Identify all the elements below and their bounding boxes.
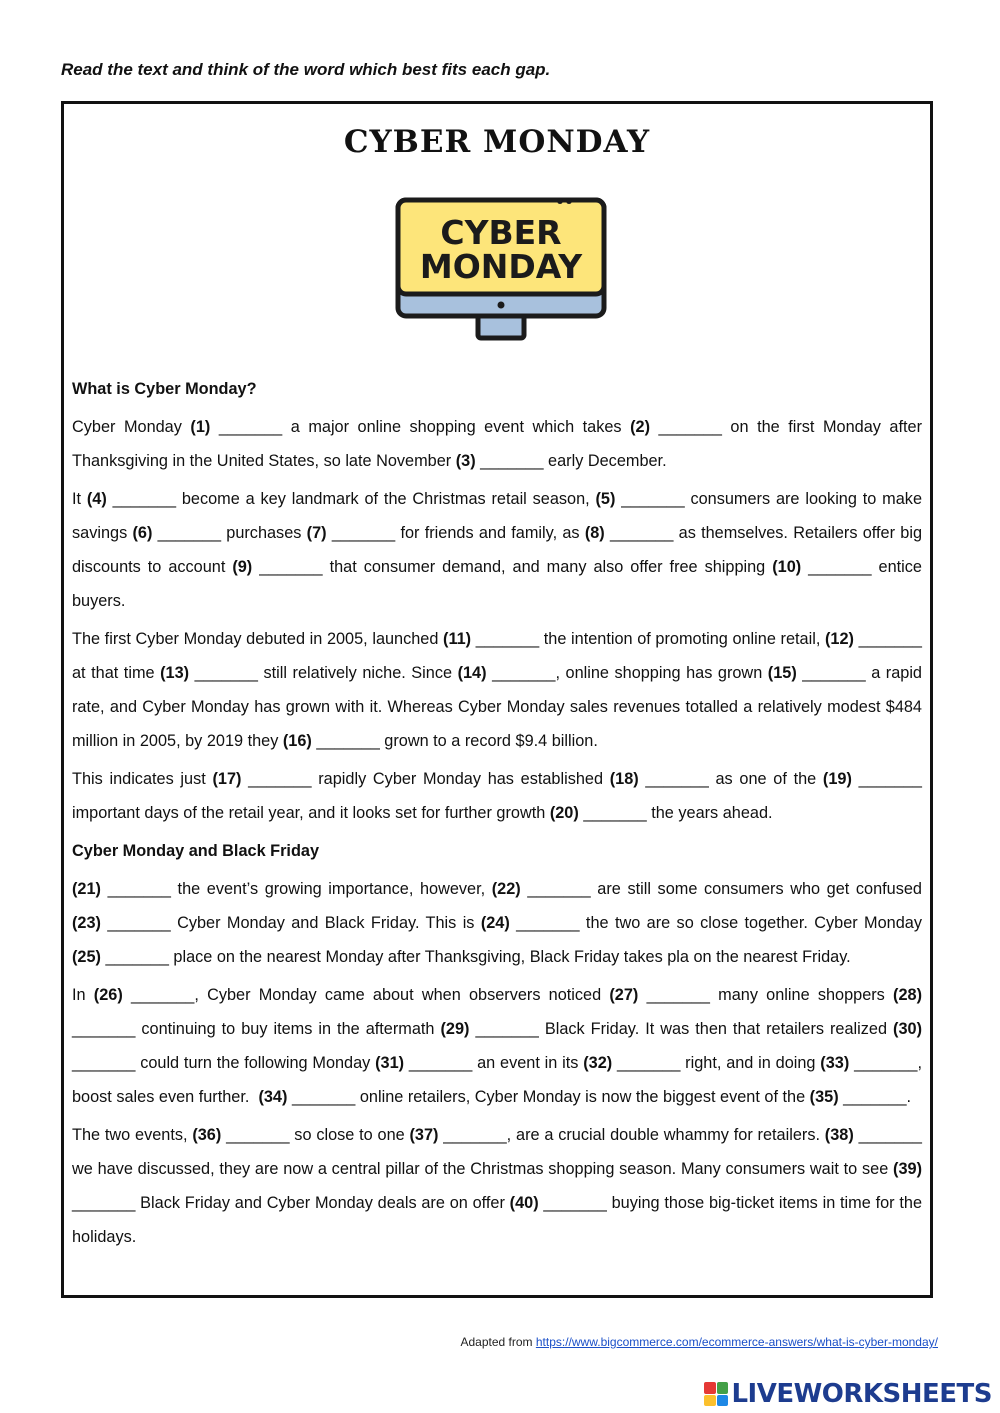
text-segment: _______ a rapid rate, and Cyber Monday has grown with it. Whereas Cyber Monday sales revenues totalled a relatively modest $484 million in 2005, by 2019 they bbox=[72, 664, 927, 750]
text-segment: _______ entice buyers. bbox=[72, 558, 927, 610]
text-segment: _______ on the first Monday after Thanksgiving in the United States, so late November bbox=[72, 418, 927, 470]
gap-number: (17) bbox=[212, 770, 242, 788]
gap-number: (25) bbox=[72, 948, 101, 966]
screen-text-line2: MONDAY bbox=[419, 247, 583, 286]
text-segment: The first Cyber Monday debuted in 2005, launched bbox=[72, 630, 444, 648]
text-segment: _______, boost sales even further. bbox=[72, 1054, 927, 1106]
gap-number: (29) bbox=[440, 1020, 470, 1038]
gap-number: (14) bbox=[457, 664, 487, 682]
gap-number: (39) bbox=[893, 1160, 922, 1178]
liveworksheets-logo[interactable] bbox=[704, 1378, 992, 1410]
gap-number: (20) bbox=[549, 804, 579, 822]
gap-number: (33) bbox=[820, 1054, 850, 1072]
text-segment: _______ we have discussed, they are now a central pillar of the Christmas shopping season. Many consumers wait to see bbox=[72, 1126, 927, 1178]
gap-number: (28) bbox=[893, 986, 923, 1004]
text-segment: _______ the two are so close together. Cyber Monday bbox=[509, 914, 927, 932]
text-segment: _______ important days of the retail year, and it looks set for further growth bbox=[72, 770, 927, 822]
text-segment: _______, are a crucial double whammy for retailers. bbox=[438, 1126, 825, 1144]
worksheet-title: CYBER MONDAY bbox=[343, 124, 651, 160]
text-segment: Cyber Monday bbox=[72, 418, 191, 436]
text-segment: _______. bbox=[838, 1088, 912, 1106]
text-segment: _______ many online shoppers bbox=[638, 986, 894, 1004]
cyber-monday-monitor-illustration bbox=[394, 192, 608, 346]
gap-number: (4) bbox=[86, 490, 107, 508]
gap-number: (21) bbox=[72, 880, 101, 898]
gap-number: (7) bbox=[306, 524, 327, 542]
instruction-text: Read the text and think of the word which best fits each gap. bbox=[61, 60, 551, 79]
text-segment: _______ continuing to buy items in the aftermath bbox=[72, 986, 927, 1038]
text-segment: This indicates just bbox=[72, 770, 213, 788]
text-segment: _______ consumers are looking to make savings bbox=[72, 490, 927, 542]
gap-number: (23) bbox=[72, 914, 101, 932]
brand-square bbox=[717, 1382, 729, 1394]
gap-number: (6) bbox=[132, 524, 153, 542]
text-segment: _______ an event in its bbox=[404, 1054, 584, 1072]
camera-dot bbox=[557, 198, 563, 204]
screen-text-line1: CYBER bbox=[440, 213, 562, 252]
text-segment: _______ right, and in doing bbox=[612, 1054, 821, 1072]
brand-square bbox=[704, 1382, 716, 1394]
text-segment: _______ a major online shopping event which takes bbox=[210, 418, 631, 436]
gap-number: (35) bbox=[809, 1088, 839, 1106]
text-segment: _______ Cyber Monday and Black Friday. This is bbox=[100, 914, 481, 932]
text-segment: _______ for friends and family, as bbox=[326, 524, 585, 542]
gap-number: (26) bbox=[93, 986, 123, 1004]
brand-square bbox=[704, 1395, 716, 1407]
gap-number: (19) bbox=[822, 770, 852, 788]
text-segment: _______ early December. bbox=[475, 452, 667, 470]
paragraph bbox=[72, 410, 927, 478]
text-segment: _______ place on the nearest Monday after Thanksgiving, Black Friday takes pla on the nearest Friday. bbox=[100, 948, 851, 966]
paragraph bbox=[72, 978, 927, 1114]
worksheet-content bbox=[72, 372, 927, 1258]
gap-number: (22) bbox=[491, 880, 521, 898]
text-segment: _______ Black Friday. It was then that retailers realized bbox=[469, 1020, 894, 1038]
power-dot bbox=[498, 302, 505, 309]
gap-number: (32) bbox=[583, 1054, 613, 1072]
gap-number: (16) bbox=[282, 732, 312, 750]
worksheet-frame bbox=[61, 101, 933, 1298]
text-segment: _______ become a key landmark of the Christmas retail season, bbox=[106, 490, 596, 508]
paragraph bbox=[72, 622, 927, 758]
section-heading: What is Cyber Monday? bbox=[72, 380, 257, 398]
paragraph bbox=[72, 482, 927, 618]
gap-number: (11) bbox=[443, 630, 472, 648]
gap-number: (40) bbox=[509, 1194, 539, 1212]
gap-number: (24) bbox=[480, 914, 510, 932]
text-segment: It bbox=[72, 490, 87, 508]
text-segment: _______ so close to one bbox=[221, 1126, 410, 1144]
source-attribution bbox=[461, 1335, 939, 1349]
text-segment: _______ online retailers, Cyber Monday is now the biggest event of the bbox=[287, 1088, 810, 1106]
paragraph bbox=[72, 872, 927, 974]
text-segment: In bbox=[72, 986, 94, 1004]
section-heading: Cyber Monday and Black Friday bbox=[72, 842, 320, 860]
text-segment: The two events, bbox=[72, 1126, 193, 1144]
text-segment: _______, Cyber Monday came about when observers noticed bbox=[122, 986, 610, 1004]
gap-number: (18) bbox=[609, 770, 639, 788]
gap-number: (9) bbox=[232, 558, 253, 576]
text-segment: _______ the event’s growing importance, however, bbox=[100, 880, 492, 898]
text-segment: _______ that consumer demand, and many also offer free shipping bbox=[252, 558, 773, 576]
text-segment: _______ purchases bbox=[152, 524, 307, 542]
gap-number: (5) bbox=[595, 490, 616, 508]
camera-dot bbox=[566, 198, 572, 204]
paragraph bbox=[72, 1118, 927, 1254]
gap-number: (15) bbox=[767, 664, 797, 682]
text-segment: _______, online shopping has grown bbox=[486, 664, 768, 682]
paragraph bbox=[72, 762, 927, 830]
gap-number: (38) bbox=[824, 1126, 854, 1144]
text-segment: _______ grown to a record $9.4 billion. bbox=[311, 732, 598, 750]
text-segment: _______ the intention of promoting online retail, bbox=[471, 630, 825, 648]
text-segment: _______ the years ahead. bbox=[578, 804, 773, 822]
gap-number: (13) bbox=[160, 664, 190, 682]
gap-number: (2) bbox=[630, 418, 650, 436]
text-segment: _______ at that time bbox=[72, 630, 927, 682]
text-segment: _______ as themselves. Retailers offer big discounts to account bbox=[72, 524, 927, 576]
text-segment: _______ still relatively niche. Since bbox=[189, 664, 458, 682]
gap-number: (34) bbox=[258, 1088, 288, 1106]
text-segment: _______ could turn the following Monday bbox=[72, 1020, 927, 1072]
gap-number: (10) bbox=[772, 558, 802, 576]
gap-number: (12) bbox=[824, 630, 854, 648]
gap-number: (8) bbox=[584, 524, 605, 542]
text-segment: _______ are still some consumers who get confused bbox=[520, 880, 927, 898]
source-link[interactable]: https://www.bigcommerce.com/ecommerce-answers/what-is-cyber-monday/ bbox=[535, 1335, 938, 1349]
gap-number: (3) bbox=[455, 452, 476, 470]
brand-square bbox=[717, 1395, 729, 1407]
gap-number: (30) bbox=[893, 1020, 923, 1038]
gap-number: (31) bbox=[375, 1054, 405, 1072]
brand-mark-icon bbox=[704, 1382, 728, 1406]
source-prefix: Adapted from bbox=[460, 1335, 536, 1349]
gap-number: (37) bbox=[409, 1126, 439, 1144]
text-segment: _______ rapidly Cyber Monday has established bbox=[241, 770, 610, 788]
gap-number: (1) bbox=[190, 418, 211, 436]
text-segment: _______ Black Friday and Cyber Monday deals are on offer bbox=[72, 1160, 927, 1212]
text-segment: _______ as one of the bbox=[638, 770, 823, 788]
text-segment: _______ buying those big-ticket items in time for the holidays. bbox=[72, 1194, 927, 1246]
gap-number: (36) bbox=[192, 1126, 222, 1144]
gap-number: (27) bbox=[609, 986, 639, 1004]
brand-name: LIVEWORKSHEETS bbox=[731, 1379, 992, 1409]
